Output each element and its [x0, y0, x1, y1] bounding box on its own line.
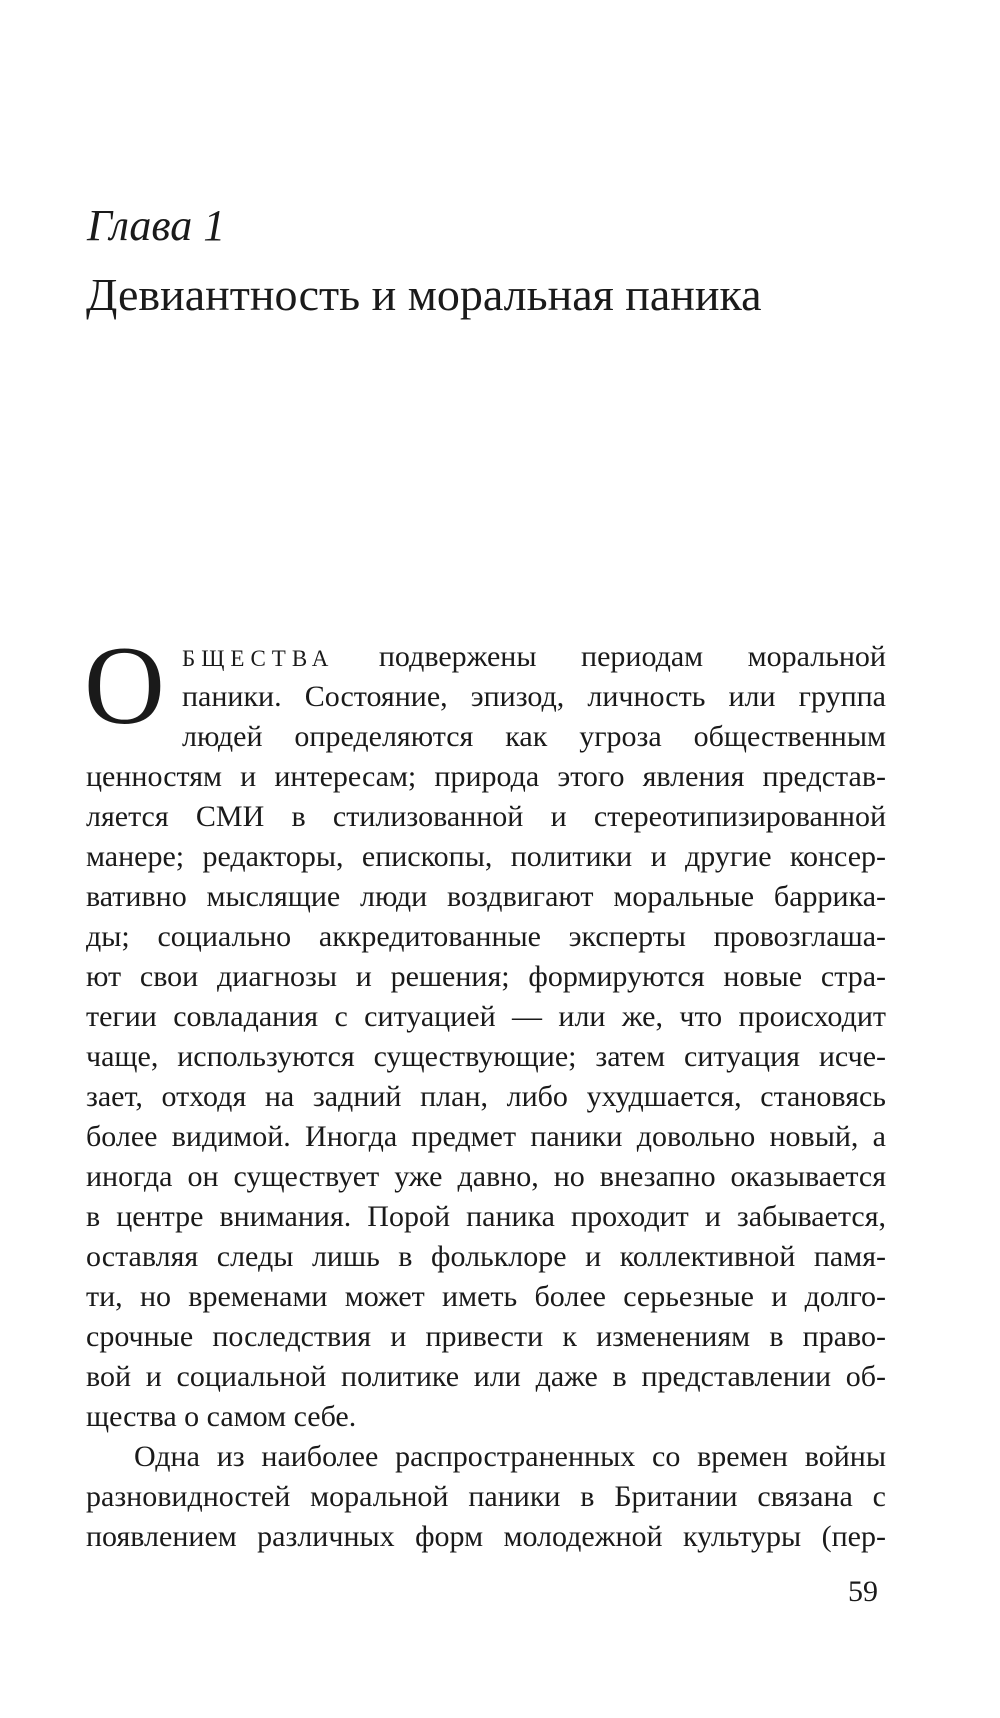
text-line: ценностям и интересам; природа этого явления представ-: [86, 760, 886, 793]
text-line: появлением различных форм молодежной культуры (пер-: [86, 1520, 886, 1553]
chapter-title: Девиантность и моральная паника: [86, 269, 762, 320]
text-line: оставляя следы лишь в фольклоре и коллективной памя-: [86, 1240, 886, 1273]
text-line: ти, но временами может иметь более серьезные и долго-: [86, 1280, 886, 1313]
drop-cap: О: [84, 624, 165, 748]
first-word-smallcaps: БЩЕСТВА: [182, 646, 335, 671]
text-line: паники. Состояние, эпизод, личность или группа: [182, 680, 886, 713]
text-line: щества о самом себе.: [86, 1400, 357, 1433]
text-line-rest: подвержены периодам моральной: [334, 640, 886, 673]
text-line: чаще, используются существующие; затем ситуация исче-: [86, 1040, 886, 1073]
text-line: ют свои диагнозы и решения; формируются новые стра-: [86, 960, 886, 993]
text-line: более видимой. Иногда предмет паники довольно новый, а: [86, 1120, 886, 1153]
text-line: [86, 637, 886, 677]
text-line: тегии совладания с ситуацией — или же, что происходит: [86, 1000, 886, 1033]
text-line: срочные последствия и привести к изменениям в право-: [86, 1320, 886, 1353]
page-number: 59: [848, 1575, 878, 1608]
text-line: ды; социально аккредитованные эксперты провозглаша-: [86, 920, 886, 953]
text-line: иногда он существует уже давно, но внезапно оказывается: [86, 1160, 886, 1193]
text-line: в центре внимания. Порой паника проходит и забывается,: [86, 1200, 886, 1233]
text-line: Одна из наиболее распространенных со времен войны: [134, 1440, 886, 1473]
text-line: ляется СМИ в стилизованной и стереотипизированной: [86, 800, 886, 833]
text-line: зает, отходя на задний план, либо ухудшается, становясь: [86, 1080, 886, 1113]
body-text: [86, 637, 886, 1557]
text-line: разновидностей моральной паники в Британии связана с: [86, 1480, 886, 1513]
text-line: манере; редакторы, епископы, политики и другие консер-: [86, 840, 886, 873]
chapter-label: Глава 1: [87, 201, 226, 250]
text-line: вой и социальной политике или даже в представлении об-: [86, 1360, 886, 1393]
text-line: людей определяются как угроза общественным: [182, 720, 886, 753]
text-line: вативно мыслящие люди воздвигают моральные баррика-: [86, 880, 886, 913]
